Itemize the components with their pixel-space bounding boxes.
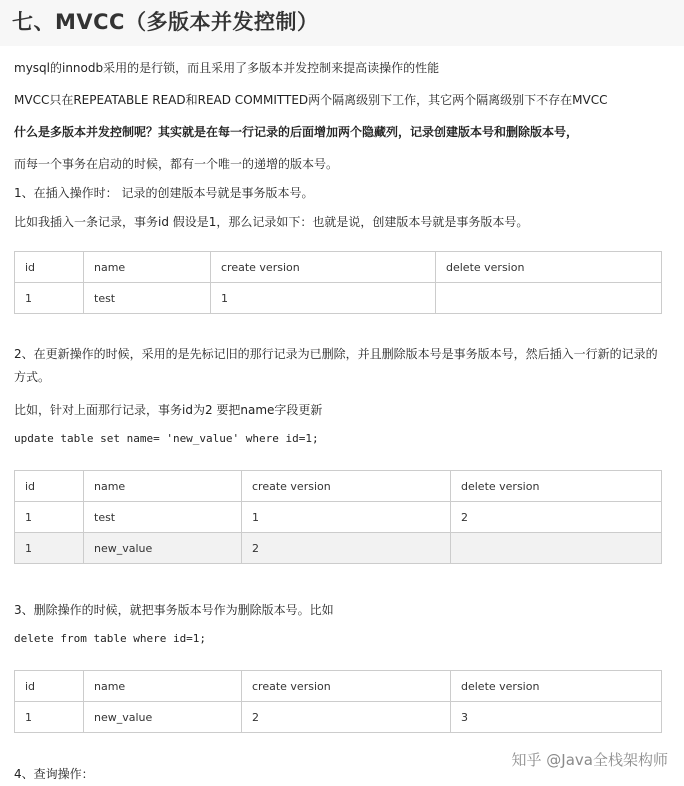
insert-version-table (14, 251, 662, 314)
paragraph-mvcc-levels: MVCC只在REPEATABLE READ和READ COMMITTED两个隔离级别下工作，其它两个隔离级别下不存在MVCC (14, 93, 608, 107)
table-cell: 2 (451, 502, 662, 533)
paragraph-delete-step: 3、删除操作的时候，就把事务版本号作为删除版本号。比如 (14, 603, 334, 617)
header-cell: delete version (451, 471, 662, 502)
header-cell: create version (242, 671, 451, 702)
paragraph-what-is-mvcc: 什么是多版本并发控制呢？其实就是在每一行记录的后面增加两个隐藏列，记录创建版本号和删除版本号， (14, 125, 579, 139)
table-cell: 1 (15, 533, 84, 564)
table-cell: new_value (84, 702, 242, 733)
table-cell: new_value (84, 533, 242, 564)
table-row (15, 502, 662, 533)
header-cell: id (15, 471, 84, 502)
header-cell: name (84, 471, 242, 502)
paragraph-query-step: 4、查询操作： (14, 767, 94, 781)
paragraph-update-step: 2、在更新操作的时候，采用的是先标记旧的那行记录为已删除，并且删除版本号是事务版本号，然后插入一行新的记录的方式。 (14, 347, 658, 384)
table-cell: 1 (242, 502, 451, 533)
watermark: 知乎 @Java全栈架构师 (511, 751, 668, 769)
update-version-table (14, 470, 662, 564)
header-cell: delete version (436, 252, 662, 283)
code-delete-statement: delete from table where id=1; (14, 632, 207, 645)
table-cell: 1 (211, 283, 436, 314)
table-cell: 1 (15, 702, 84, 733)
header-cell: delete version (451, 671, 662, 702)
table-cell: 2 (242, 702, 451, 733)
paragraph-insert-step: 1、在插入操作时： 记录的创建版本号就是事务版本号。 (14, 186, 314, 200)
table-cell: 2 (242, 533, 451, 564)
table-cell: 1 (15, 502, 84, 533)
header-cell: id (15, 671, 84, 702)
header-cell: name (84, 252, 211, 283)
paragraph-innodb: mysql的innodb采用的是行锁，而且采用了多版本并发控制来提高读操作的性能 (14, 61, 440, 75)
header-cell: id (15, 252, 84, 283)
header-cell: create version (242, 471, 451, 502)
table-header-row (15, 252, 662, 283)
table-row (15, 283, 662, 314)
page-title: 七、MVCC（多版本并发控制） (12, 10, 319, 34)
table-cell (436, 283, 662, 314)
delete-version-table (14, 670, 662, 733)
header-cell: name (84, 671, 242, 702)
code-update-statement: update table set name= 'new_value' where id=1; (14, 432, 319, 445)
table-cell: 1 (15, 283, 84, 314)
table-cell: test (84, 283, 211, 314)
header-cell: create version (211, 252, 436, 283)
table-header-row (15, 671, 662, 702)
paragraph-transaction-version: 而每一个事务在启动的时候，都有一个唯一的递增的版本号。 (14, 157, 339, 171)
table-cell: test (84, 502, 242, 533)
paragraph-update-example: 比如，针对上面那行记录，事务id为2 要把name字段更新 (14, 403, 323, 417)
table-header-row (15, 471, 662, 502)
table-cell (451, 533, 662, 564)
paragraph-insert-example: 比如我插入一条记录，事务id 假设是1，那么记录如下：也就是说，创建版本号就是事务版本号。 (14, 215, 529, 229)
table-row (15, 702, 662, 733)
table-row (15, 533, 662, 564)
table-cell: 3 (451, 702, 662, 733)
